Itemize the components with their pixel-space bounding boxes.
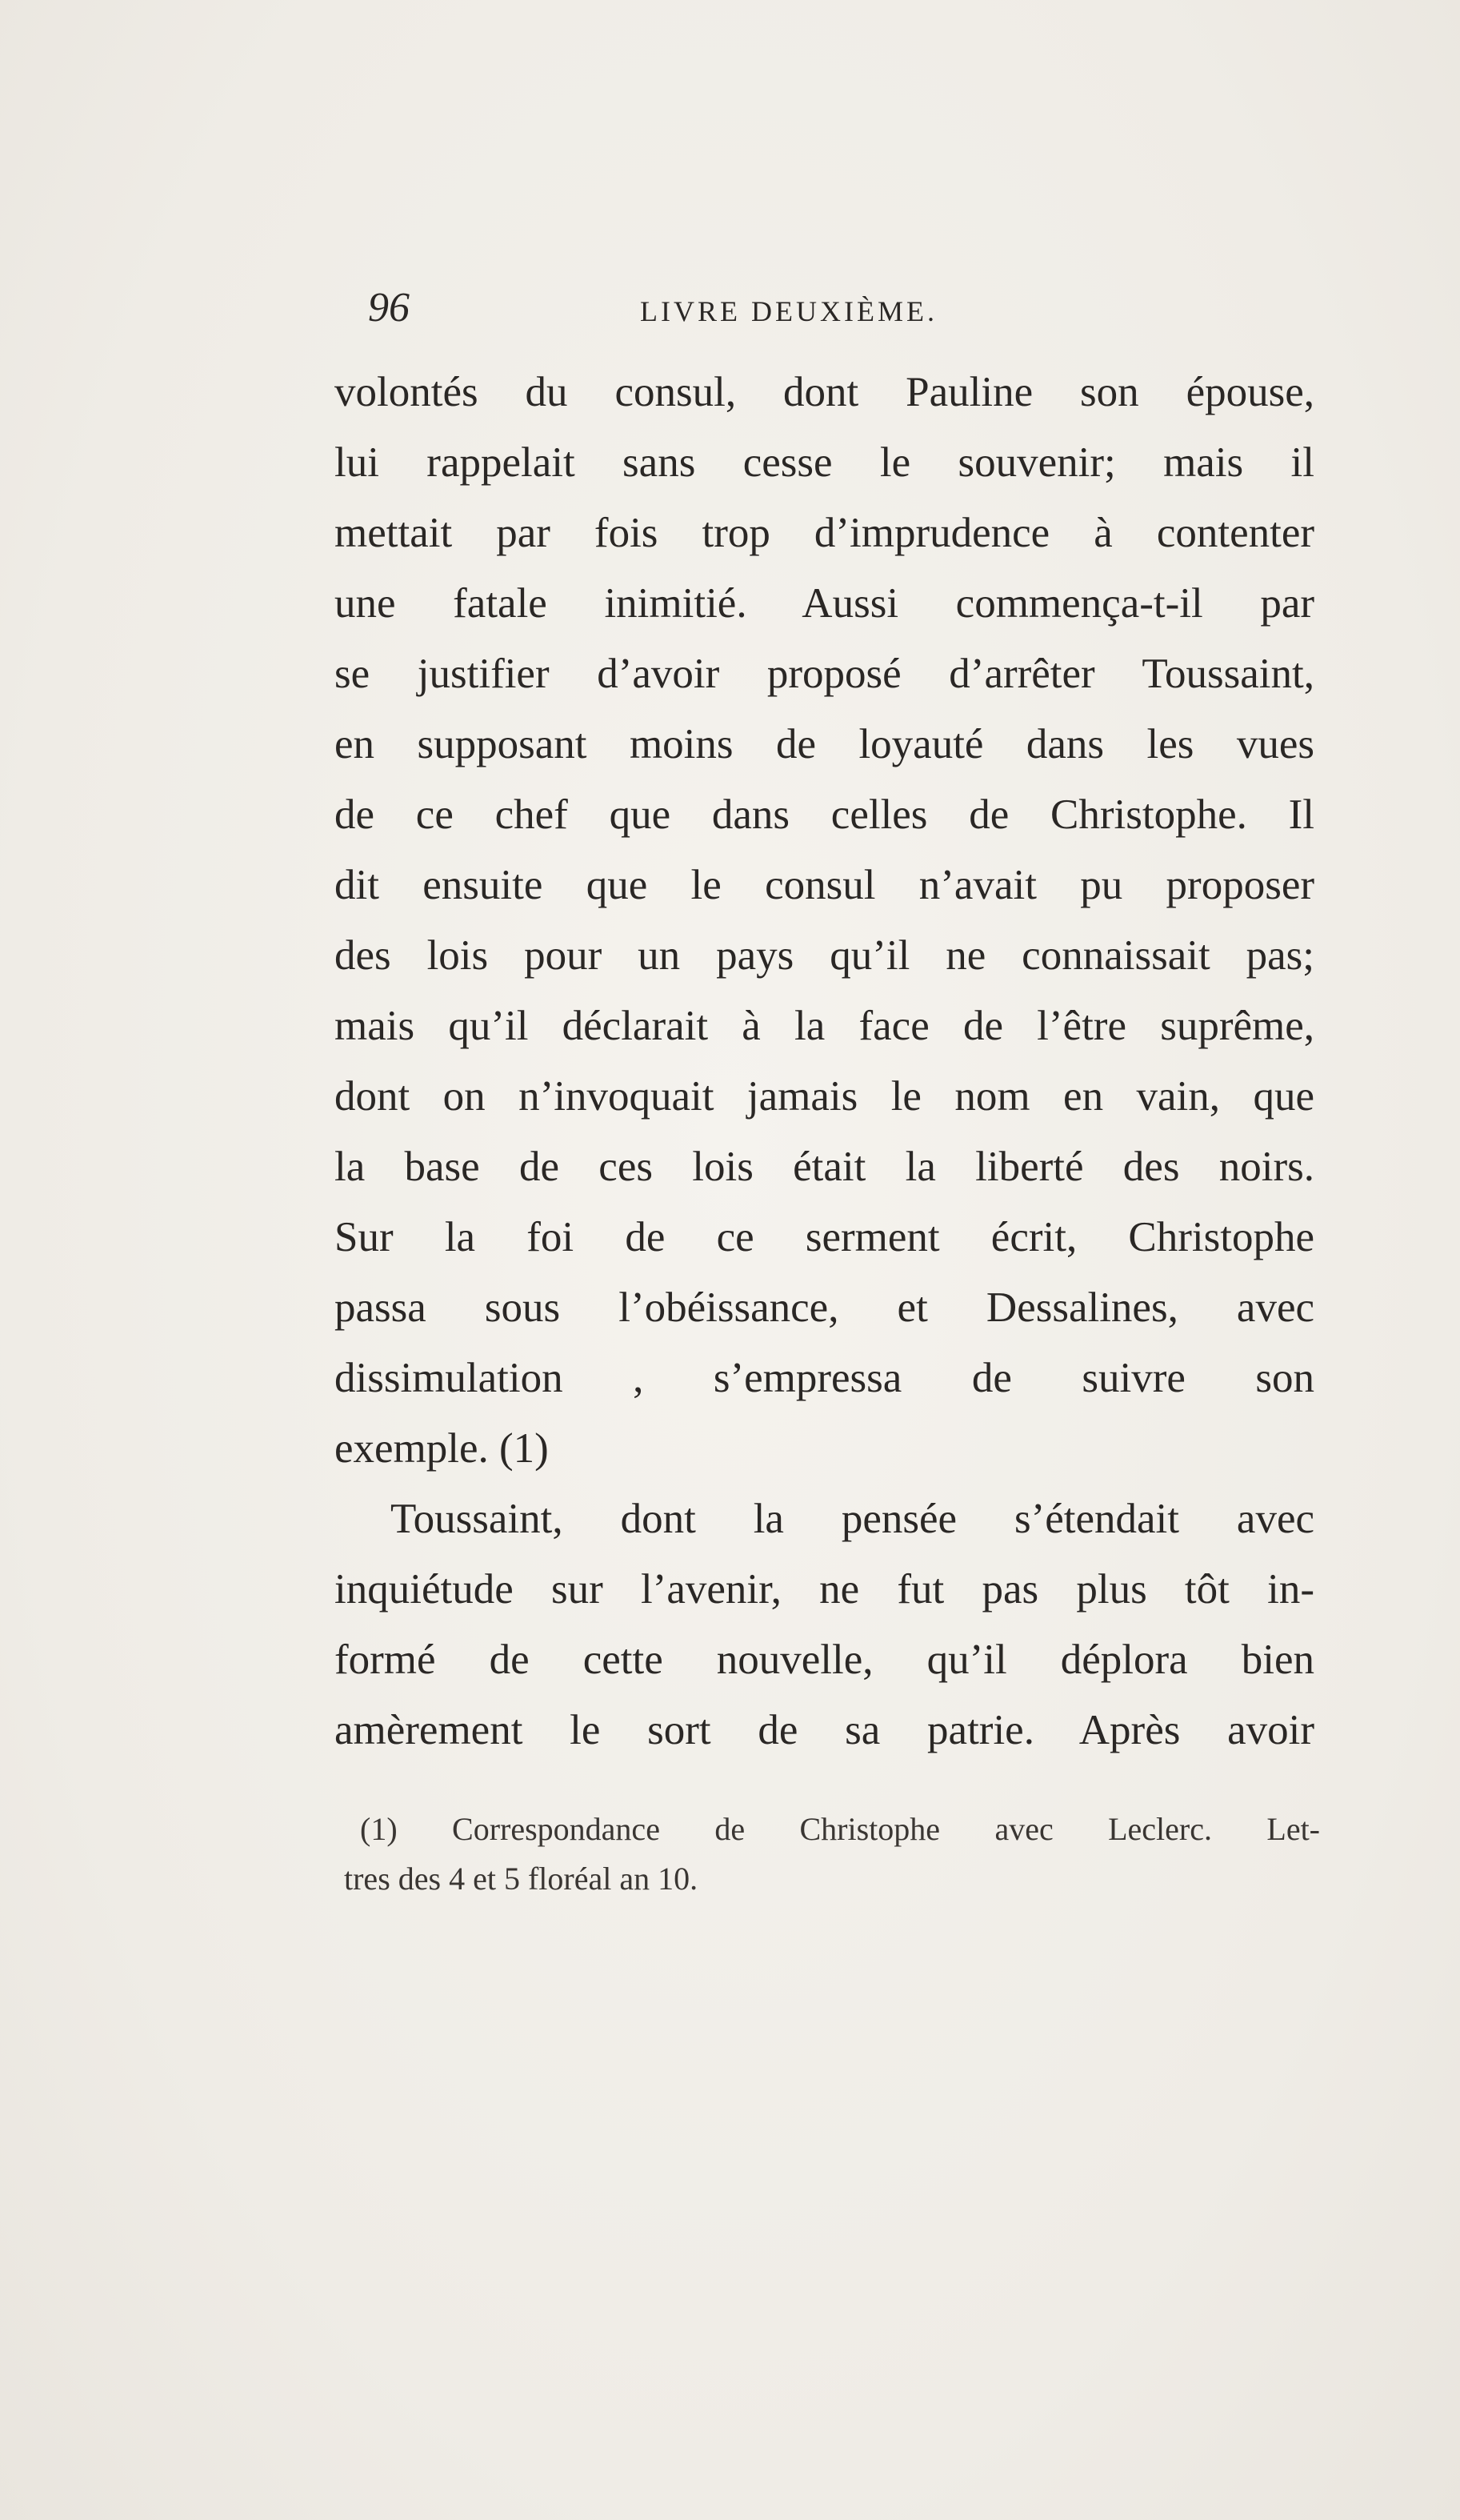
text-line: Toussaint, dont la pensée s’étendait avec — [390, 1496, 1314, 1542]
text-line: dont on n’invoquait jamais le nom en vain, que — [334, 1073, 1314, 1120]
footnote-line: tres des 4 et 5 floréal an 10. — [344, 1861, 698, 1897]
text-line: passa sous l’obéissance, et Dessalines, avec — [334, 1284, 1314, 1331]
text-line: mettait par fois trop d’imprudence à contenter — [334, 510, 1314, 556]
text-line: lui rappelait sans cesse le souvenir; mais il — [334, 439, 1314, 486]
body-text — [334, 357, 1314, 1765]
text-line: formé de cette nouvelle, qu’il déplora bien — [334, 1637, 1314, 1683]
text-line: se justifier d’avoir proposé d’arrêter Toussaint, — [334, 651, 1314, 697]
text-line: des lois pour un pays qu’il ne connaissait pas; — [334, 932, 1314, 979]
text-line: amèrement le sort de sa patrie. Après avoir — [334, 1707, 1314, 1753]
text-line: de ce chef que dans celles de Christophe. Il — [334, 791, 1314, 838]
text-line: dit ensuite que le consul n’avait pu proposer — [334, 862, 1314, 908]
text-line: inquiétude sur l’avenir, ne fut pas plus tôt in- — [334, 1566, 1314, 1613]
text-line: exemple. (1) — [334, 1425, 549, 1472]
footnote-line: (1) Correspondance de Christophe avec Leclerc. Let- — [360, 1811, 1320, 1847]
text-line: en supposant moins de loyauté dans les vues — [334, 721, 1314, 767]
footnote — [344, 1805, 1320, 1904]
text-line: mais qu’il déclarait à la face de l’être suprême, — [334, 1003, 1314, 1049]
text-line: dissimulation , s’empressa de suivre son — [334, 1355, 1314, 1401]
text-line: Sur la foi de ce serment écrit, Christophe — [334, 1214, 1314, 1260]
running-head — [336, 284, 1336, 332]
text-line: une fatale inimitié. Aussi commença-t-il par — [334, 580, 1314, 627]
text-line: volontés du consul, dont Pauline son épouse, — [334, 369, 1314, 415]
text-line: la base de ces lois était la liberté des noirs. — [334, 1144, 1314, 1190]
running-title: LIVRE DEUXIÈME. — [640, 295, 938, 327]
page-number: 96 — [368, 285, 410, 331]
